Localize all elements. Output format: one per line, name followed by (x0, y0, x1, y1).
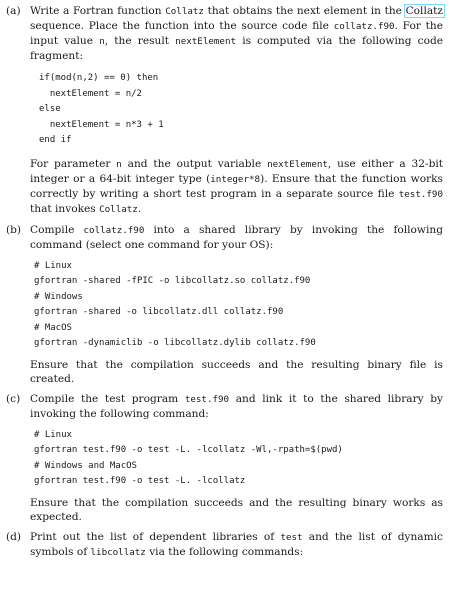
paragraph (30, 392, 443, 421)
paragraph (30, 157, 443, 217)
file-name: collatz.f90 (83, 224, 145, 236)
file-name: test.f90 (184, 393, 230, 405)
variable-name: nextElement (267, 158, 328, 170)
code-line: if(mod(n,2) == 0) then (39, 73, 159, 83)
code-line: else (39, 104, 61, 114)
code-block (34, 428, 443, 490)
function-name: Collatz (165, 6, 204, 17)
program-name: test (280, 531, 303, 543)
exercise-item-b (6, 223, 443, 386)
paragraph (30, 530, 443, 560)
text: and the list of dynamic symbols of (30, 530, 443, 558)
text: Compile the test program (30, 392, 185, 405)
code-line: nextElement = n/2 (39, 88, 142, 99)
code-line: # Windows and MacOS (34, 460, 137, 471)
text: sequence. Place the function into the source code file (30, 20, 334, 32)
item-content (30, 392, 443, 524)
code-line: end if (39, 135, 72, 145)
text: ). Ensure that the function works correctly by writing a short test program in a separate source file (30, 172, 443, 200)
text: Write a Fortran function (30, 5, 166, 17)
text: Print out the list of dependent libraries of (30, 530, 281, 543)
file-name: collatz.f90 (333, 21, 395, 32)
code-line: # Linux (34, 429, 72, 440)
text: via the following commands: (145, 545, 304, 558)
code-block (34, 259, 443, 352)
text: , the result (104, 35, 176, 47)
code-line: gfortran -shared -fPIC -o libcollatz.so collatz.f90 (34, 276, 311, 286)
paragraph: Ensure that the compilation succeeds and the resulting binary file is created. (30, 358, 443, 385)
text: For parameter (30, 157, 117, 170)
text: that invokes (30, 202, 100, 215)
highlighted-link-word[interactable]: Collatz (405, 5, 443, 17)
code-line: # Linux (34, 260, 72, 271)
code-line: # Windows (34, 291, 83, 302)
paragraph (30, 223, 443, 252)
exercise-item-a (6, 4, 443, 217)
item-label: (b) (6, 223, 22, 236)
item-content (30, 4, 443, 217)
text: . (137, 202, 142, 215)
variable-name: n (99, 36, 105, 47)
exercise-item-c (6, 392, 443, 524)
item-content (30, 223, 443, 386)
type-name: integer*8 (210, 173, 261, 185)
text: that obtains the next element in the (203, 5, 406, 17)
code-line: gfortran -shared -o libcollatz.dll collatz.f90 (34, 307, 284, 317)
text: , use either a 32-bit integer or a 64-bit integer type ( (30, 157, 444, 185)
code-block (39, 71, 443, 149)
function-name: Collatz (99, 203, 138, 215)
text: into a shared library by invoking the following command (select one command for your OS): (30, 223, 443, 251)
text: and the output variable (121, 157, 268, 170)
text: . For the input value (30, 20, 443, 47)
file-name: test.f90 (398, 188, 443, 200)
paragraph: Ensure that the compilation succeeds and the resulting binary works as expected. (30, 496, 443, 523)
library-name: libcollatz (90, 546, 146, 558)
code-line: # MacOS (34, 322, 72, 333)
item-label: (c) (6, 392, 21, 405)
text: is computed via the following code fragment: (30, 35, 443, 62)
paragraph (30, 4, 443, 63)
code-line: gfortran -dynamiclib -o libcollatz.dylib collatz.f90 (34, 338, 316, 348)
code-line: gfortran test.f90 -o test -L. -lcollatz -Wl,-rpath=$(pwd) (34, 445, 343, 455)
text: and link it to the shared library by invoking the following command: (30, 392, 443, 420)
item-label: (a) (6, 5, 21, 17)
code-line: gfortran test.f90 -o test -L. -lcollatz (34, 476, 246, 486)
text: Compile (30, 223, 84, 236)
item-label: (d) (6, 530, 22, 543)
variable-name: nextElement (175, 36, 237, 47)
variable-name: n (116, 158, 122, 170)
exercise-item-d (6, 530, 443, 560)
code-line: nextElement = n*3 + 1 (39, 119, 164, 130)
item-content (30, 530, 443, 560)
